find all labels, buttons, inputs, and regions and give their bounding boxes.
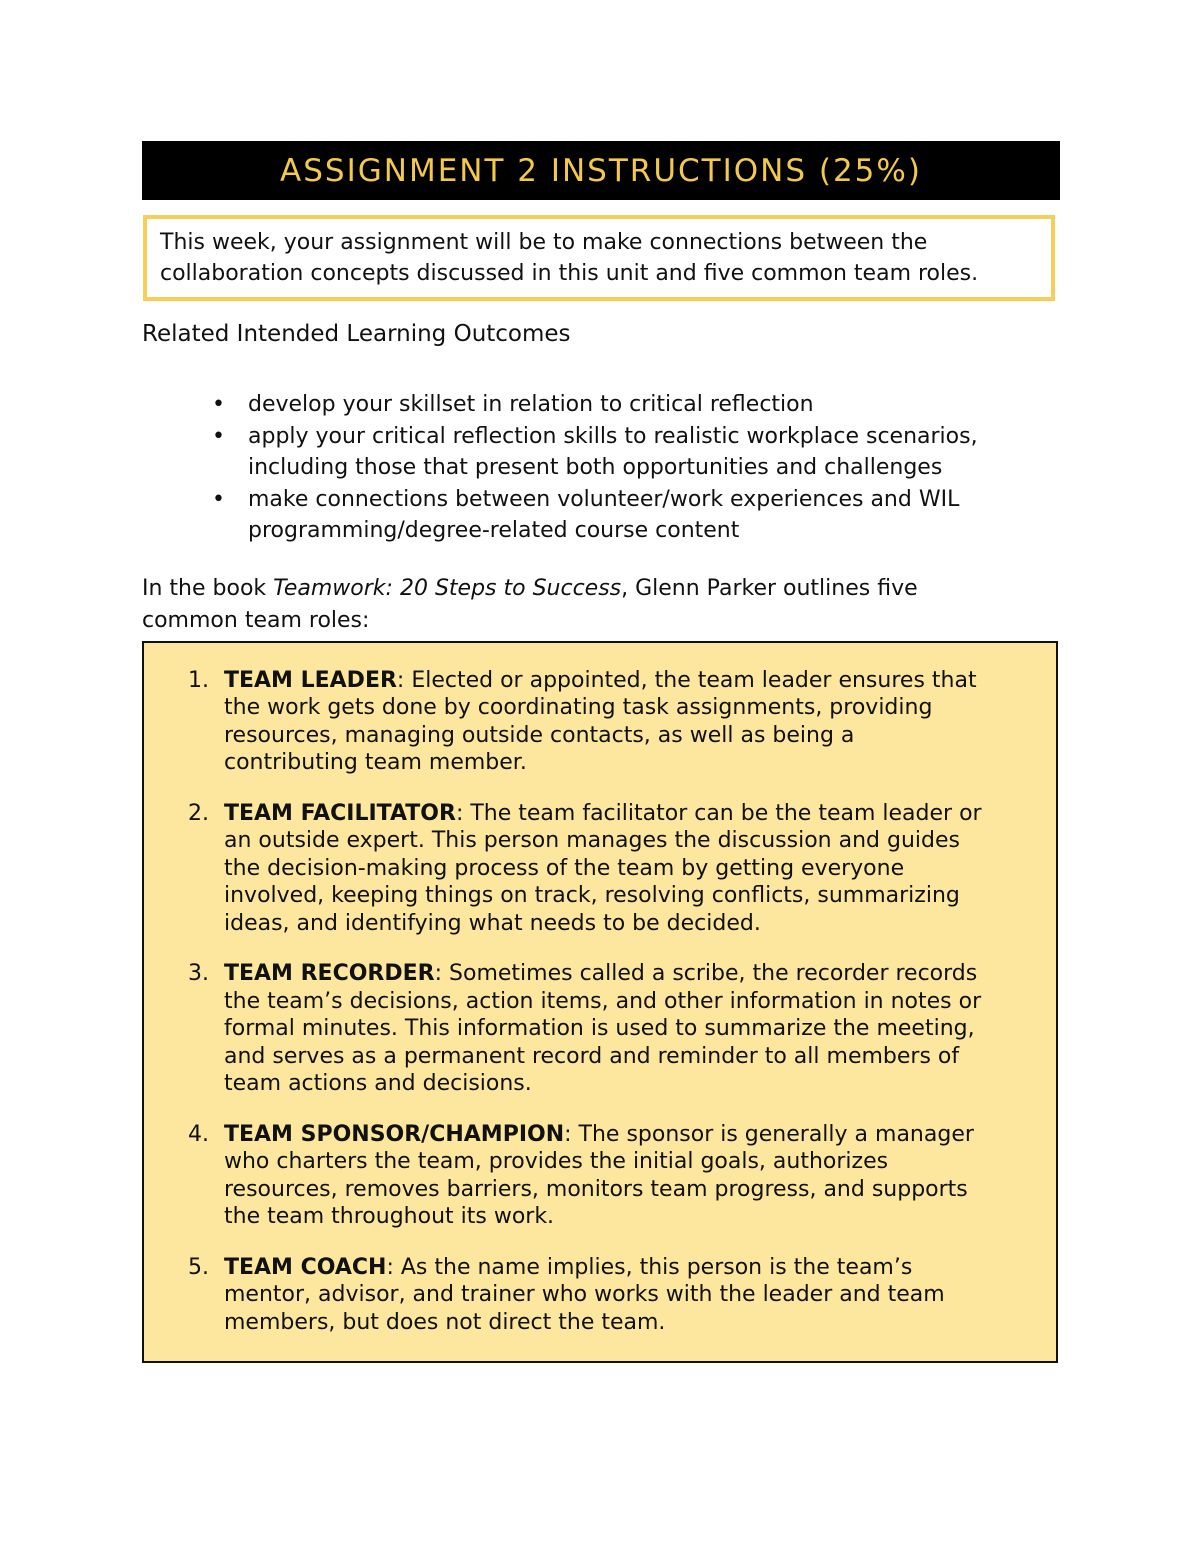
role-line: formal minutes. This information is used to summarize the meeting, (224, 1016, 975, 1041)
document-title: ASSIGNMENT 2 INSTRUCTIONS (25%) (280, 152, 922, 189)
role-line (224, 1254, 1044, 1282)
document-page (142, 141, 1060, 1363)
role-text: : As the name implies, this person is the team’s (386, 1254, 913, 1280)
role-text: : Elected or appointed, the team leader ensures that (396, 667, 977, 693)
bullet-icon: • (212, 392, 225, 417)
outcome-line: apply your critical reflection skills to realistic workplace scenarios, (248, 423, 978, 449)
role-name: TEAM SPONSOR/CHAMPION (224, 1121, 565, 1147)
intro-line: collaboration concepts discussed in this unit and five common team roles. (160, 261, 979, 286)
outcomes-list (142, 389, 1060, 547)
outcomes-heading: Related Intended Learning Outcomes (142, 321, 571, 347)
bullet-icon: • (212, 423, 225, 449)
role-line: team actions and decisions. (224, 1071, 532, 1096)
role-text: : The team facilitator can be the team leader or (455, 800, 982, 826)
role-line: and serves as a permanent record and reminder to all members of (224, 1043, 960, 1069)
role-line: an outside expert. This person manages the discussion and guides (224, 828, 960, 853)
role-number: 3. (188, 961, 209, 986)
outcome-line: programming/degree-related course content (248, 518, 740, 543)
role-number: 1. (188, 667, 209, 693)
team-roles-box (142, 641, 1058, 1363)
role-line: resources, managing outside contacts, as well as being a (224, 722, 855, 748)
role-line (224, 800, 1044, 828)
role-item-team-recorder (144, 960, 1056, 1098)
role-line: the team throughout its work. (224, 1204, 555, 1229)
role-line (224, 960, 1044, 988)
role-line: resources, removes barriers, monitors team progress, and supports (224, 1176, 968, 1202)
bullet-icon: • (212, 486, 225, 512)
role-name: TEAM LEADER (224, 667, 397, 693)
role-line: members, but does not direct the team. (224, 1309, 666, 1335)
role-name: TEAM COACH (224, 1254, 387, 1280)
book-paragraph (142, 573, 1060, 638)
role-line: who charters the team, provides the initial goals, authorizes (224, 1149, 889, 1174)
role-line: the team’s decisions, action items, and other information in notes or (224, 988, 982, 1014)
role-item-team-coach (144, 1254, 1056, 1337)
outcome-item (142, 389, 1060, 421)
role-text: : The sponsor is generally a manager (564, 1121, 974, 1147)
book-title: Teamwork: 20 Steps to Success (273, 575, 622, 601)
team-roles-list (144, 667, 1056, 1337)
outcome-line: develop your skillset in relation to critical reflection (248, 392, 814, 417)
role-number: 5. (188, 1254, 209, 1280)
role-name: TEAM FACILITATOR (224, 800, 456, 826)
role-line (224, 667, 1044, 695)
role-line: the work gets done by coordinating task assignments, providing (224, 695, 933, 720)
role-text: : Sometimes called a scribe, the recorder records (434, 961, 978, 986)
outcome-line: make connections between volunteer/work experiences and WIL (248, 486, 960, 512)
outcome-item (142, 484, 1060, 547)
role-number: 4. (188, 1121, 209, 1147)
outcome-line: including those that present both opportunities and challenges (248, 455, 943, 480)
role-line (224, 1121, 1044, 1149)
intro-callout (143, 215, 1055, 301)
role-line: involved, keeping things on track, resolving conflicts, summarizing (224, 883, 960, 908)
role-line: ideas, and identifying what needs to be decided. (224, 910, 761, 936)
role-number: 2. (188, 800, 209, 826)
intro-line: This week, your assignment will be to make connections between the (160, 230, 928, 255)
role-item-team-sponsor (144, 1121, 1056, 1231)
title-banner (142, 141, 1060, 200)
role-item-team-leader (144, 667, 1056, 777)
role-item-team-facilitator (144, 800, 1056, 938)
role-line: mentor, advisor, and trainer who works with the leader and team (224, 1282, 945, 1307)
book-suffix: , Glenn Parker outlines five (621, 575, 918, 601)
book-line (142, 573, 1060, 606)
outcome-item (142, 421, 1060, 484)
role-line: contributing team member. (224, 750, 527, 775)
role-name: TEAM RECORDER (224, 961, 435, 986)
book-prefix: In the book (142, 575, 274, 601)
book-line: common team roles: (142, 608, 370, 633)
role-line: the decision-making process of the team by getting everyone (224, 855, 905, 881)
